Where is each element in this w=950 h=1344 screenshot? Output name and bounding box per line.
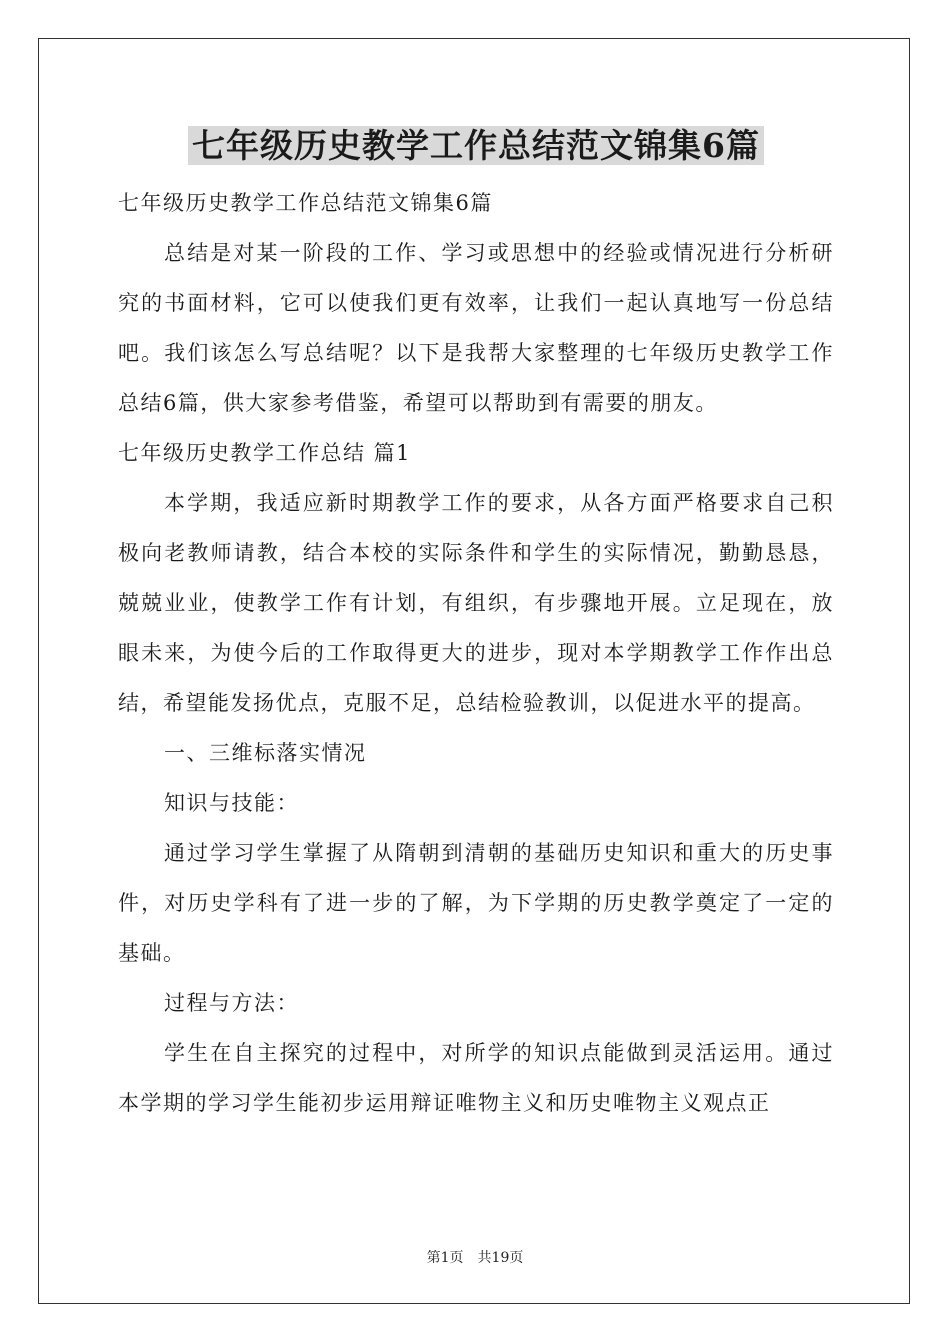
document-subtitle: 七年级历史教学工作总结范文锦集6篇 bbox=[118, 191, 493, 215]
section-title: 七年级历史教学工作总结 篇1 bbox=[118, 441, 412, 465]
heading-process: 过程与方法： bbox=[164, 991, 299, 1015]
page-footer: 第1页 共19页 bbox=[426, 1250, 524, 1266]
process-paragraph: 学生在自主探究的过程中，对所学的知识点能做到灵活运用。通过本学期的学习学生能初步运用辩证唯物主义和历史唯物主义观点正 bbox=[118, 1041, 834, 1115]
heading-implementation: 一、三维标落实情况 bbox=[164, 741, 367, 765]
knowledge-paragraph: 通过学习学生掌握了从隋朝到清朝的基础历史知识和重大的历史事件，对历史学科有了进一步的了解，为下学期的历史教学奠定了一定的基础。 bbox=[118, 841, 834, 965]
document-title bbox=[118, 118, 834, 174]
document-title-text: 七年级历史教学工作总结范文锦集6篇 bbox=[188, 126, 764, 165]
section-paragraph: 本学期，我适应新时期教学工作的要求，从各方面严格要求自己积极向老教师请教，结合本校的实际条件和学生的实际情况，勤勤恳恳，兢兢业业，使教学工作有计划，有组织，有步骤地开展。立足现在，放眼未来，为使今后的工作取得更大的进步，现对本学期教学工作作出总结，希望能发扬优点，克服不足，总结检验教训，以促进水平的提高。 bbox=[118, 491, 834, 715]
document-body bbox=[118, 118, 834, 1128]
heading-knowledge: 知识与技能： bbox=[164, 791, 299, 815]
intro-paragraph: 总结是对某一阶段的工作、学习或思想中的经验或情况进行分析研究的书面材料，它可以使我们更有效率，让我们一起认真地写一份总结吧。我们该怎么写总结呢？以下是我帮大家整理的七年级历史教学工作总结6篇，供大家参考借鉴，希望可以帮助到有需要的朋友。 bbox=[118, 241, 834, 415]
